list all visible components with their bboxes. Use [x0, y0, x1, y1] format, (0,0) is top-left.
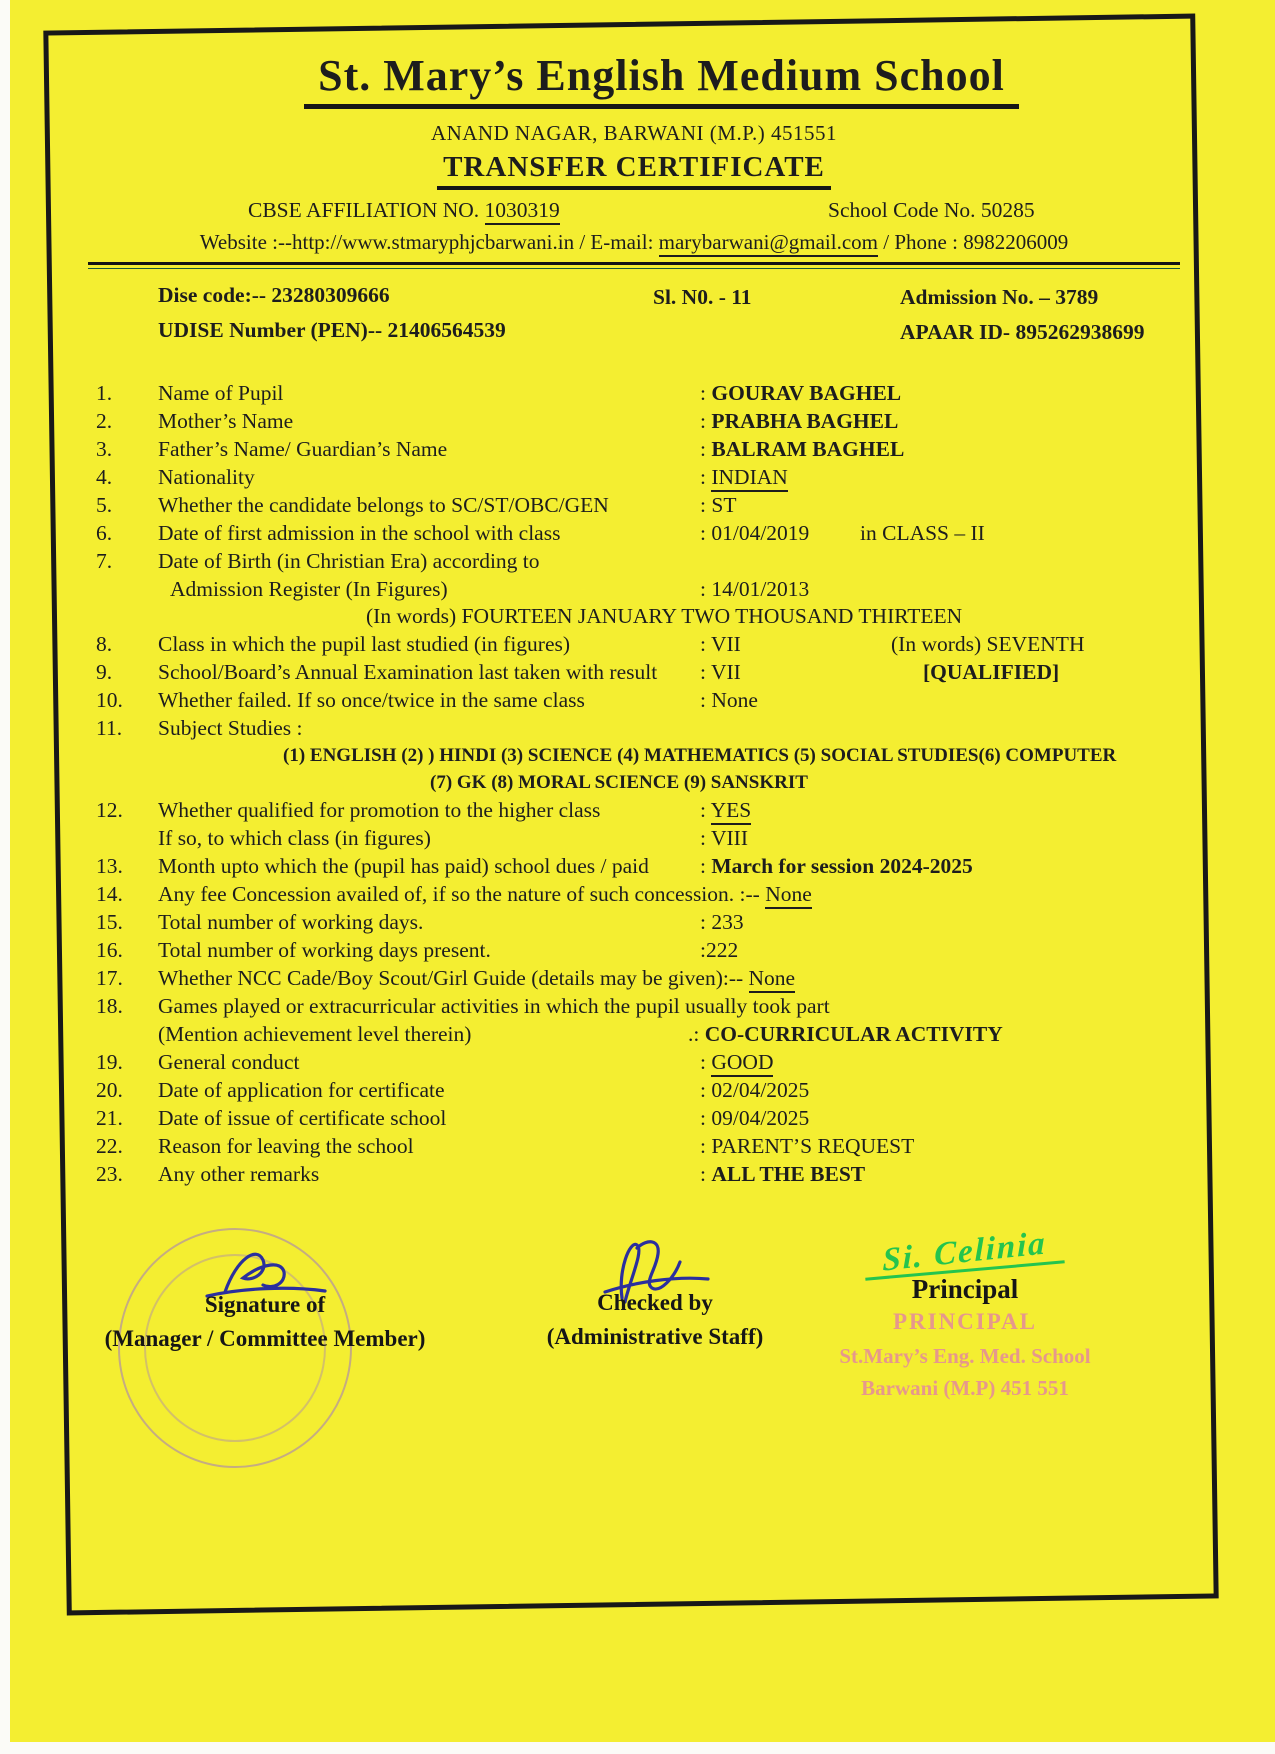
double-rule: [88, 262, 1180, 269]
value-text: 233: [711, 910, 744, 934]
value-text: 09/04/2025: [711, 1106, 810, 1130]
certificate-row: [88, 519, 1180, 547]
value-prefix: :: [700, 409, 712, 433]
admission-number: Admission No. – 3789: [900, 285, 1099, 309]
row-label: If so, to which class (in figures): [158, 826, 431, 850]
row-line: [158, 880, 1180, 908]
row-line: [158, 379, 1180, 407]
stamp-city: Barwani (M.P) 451 551: [861, 1376, 1069, 1400]
row-lines: [158, 686, 1180, 714]
row-label: Admission Register (In Figures): [170, 577, 448, 601]
row-value: [700, 407, 898, 435]
certificate-row: [88, 1160, 1180, 1188]
row-line: [158, 796, 1180, 824]
principal-signature-block: [785, 1225, 1145, 1401]
row-label: Reason for leaving the school: [158, 1134, 414, 1158]
dise-code: Dise code:-- 23280309666: [158, 283, 390, 307]
meta-block: [88, 283, 1180, 359]
certificate-row: [88, 992, 1180, 1048]
row-lines: [158, 936, 1180, 964]
row-lines: [158, 435, 1180, 463]
row-subline: (In words) FOURTEEN JANUARY TWO THOUSAND THIRTEEN: [366, 604, 963, 628]
certificate-row: [88, 407, 1180, 435]
value-prefix: :: [700, 381, 712, 405]
row-label: Month upto which the (pupil has paid) school dues / paid: [158, 854, 649, 878]
row-number: 15.: [96, 910, 123, 934]
row-number: 16.: [96, 938, 123, 962]
certificate-row: [88, 796, 1180, 852]
row-line: [158, 630, 1180, 658]
school-code: School Code No. 50285: [828, 198, 1035, 222]
row-extra: [QUALIFIED]: [923, 660, 1060, 684]
certificate-row: [88, 463, 1180, 491]
row-number: 18.: [96, 994, 123, 1018]
row-label: Whether the candidate belongs to SC/ST/OBC/GEN: [158, 493, 609, 517]
value-prefix: :: [700, 632, 711, 656]
certificate-row: [88, 658, 1180, 686]
row-line: [158, 714, 1180, 742]
value-text: GOOD: [711, 1050, 773, 1077]
separator: /: [878, 230, 895, 254]
row-label: Whether qualified for promotion to the higher class: [158, 798, 601, 822]
row-number: 1.: [96, 381, 113, 405]
row-line: [158, 824, 1180, 852]
row-lines: [158, 1076, 1180, 1104]
row-extra: in CLASS – II: [860, 521, 985, 545]
value-prefix: :: [700, 465, 712, 489]
row-number: 8.: [96, 632, 113, 656]
row-number: 19.: [96, 1050, 123, 1074]
document-title: TRANSFER CERTIFICATE: [437, 151, 831, 190]
row-lines: [158, 379, 1180, 407]
row-lines: [158, 908, 1180, 936]
value-text: None: [749, 966, 796, 993]
row-number: 10.: [96, 688, 123, 712]
apaar-id: APAAR ID- 895262938699: [900, 320, 1145, 344]
website-label: Website :--: [199, 230, 292, 254]
value-text: VII: [710, 660, 741, 684]
row-lines: [158, 463, 1180, 491]
row-number: 7.: [96, 549, 113, 573]
row-number: 13.: [96, 854, 123, 878]
stamp-title: PRINCIPAL: [892, 1309, 1038, 1334]
value-prefix: :: [700, 910, 712, 934]
row-subline: (7) GK (8) MORAL SCIENCE (9) SANSKRIT: [430, 772, 808, 793]
value-text: BALRAM BAGHEL: [711, 437, 905, 461]
row-line: [158, 463, 1180, 491]
certificate-rows: [88, 379, 1180, 1188]
value-prefix: :: [700, 1162, 712, 1186]
cbse-affiliation: [248, 198, 560, 223]
principal-caption: Principal: [911, 1274, 1019, 1304]
row-line: [158, 407, 1180, 435]
row-line: [158, 686, 1180, 714]
row-number: 22.: [96, 1134, 123, 1158]
value-text: None: [765, 882, 812, 909]
row-extra: (In words) SEVENTH: [891, 632, 1085, 656]
certificate-row: [88, 379, 1180, 407]
row-label: Name of Pupil: [158, 381, 284, 405]
row-line: [158, 1020, 1180, 1048]
row-value: [700, 852, 973, 880]
row-value: [700, 575, 809, 603]
row-label: Class in which the pupil last studied (in figures): [158, 632, 571, 656]
row-label: Any other remarks: [158, 1162, 320, 1186]
value-text: 222: [705, 938, 739, 962]
row-line: [158, 1160, 1180, 1188]
row-label: Total number of working days.: [158, 910, 424, 934]
value-prefix: :: [700, 826, 711, 850]
phone-number: Phone : 8982206009: [894, 230, 1069, 254]
certificate-row: [88, 964, 1180, 992]
affiliation-number: 1030319: [485, 198, 560, 225]
row-lines: [158, 992, 1180, 1048]
row-line: [158, 575, 1180, 603]
row-label: General conduct: [158, 1050, 300, 1074]
row-line: [158, 491, 1180, 519]
row-lines: [158, 964, 1180, 992]
row-lines: [158, 1160, 1180, 1188]
row-lines: [158, 714, 1180, 796]
row-lines: [158, 630, 1180, 658]
certificate-row: [88, 1104, 1180, 1132]
row-line: [158, 1132, 1180, 1160]
row-value: [700, 1104, 809, 1132]
affiliation-line: [88, 198, 1180, 228]
serial-number: Sl. N0. - 11: [653, 285, 752, 309]
row-line: [158, 658, 1180, 686]
row-value: [700, 463, 788, 491]
value-text: ALL THE BEST: [711, 1162, 866, 1186]
school-address: ANAND NAGAR, BARWANI (M.P.) 451551: [430, 121, 838, 145]
row-value: [688, 1020, 1003, 1048]
certificate-row: [88, 1132, 1180, 1160]
certificate-content: [88, 38, 1180, 1188]
row-value: [700, 658, 741, 686]
row-value: [700, 1132, 914, 1160]
row-lines: [158, 1132, 1180, 1160]
value-text: VII: [710, 632, 741, 656]
certificate-row: [88, 908, 1180, 936]
row-label: Date of application for certificate: [158, 1078, 445, 1102]
certificate-row: [88, 630, 1180, 658]
row-label: Nationality: [158, 465, 255, 489]
value-prefix: :: [700, 1078, 712, 1102]
row-lines: [158, 519, 1180, 547]
row-number: 3.: [96, 437, 113, 461]
row-label: Any fee Concession availed of, if so the nature of such concession. :--: [158, 882, 766, 906]
row-number: 14.: [96, 882, 123, 906]
row-value: [700, 796, 751, 824]
row-value: [700, 630, 741, 658]
manager-caption: Signature of: [204, 1292, 326, 1317]
email-label: E-mail:: [590, 230, 659, 254]
row-number: 21.: [96, 1106, 123, 1130]
row-value: [700, 1076, 809, 1104]
row-lines: [158, 796, 1180, 852]
certificate-row: [88, 435, 1180, 463]
value-text: PRABHA BAGHEL: [711, 409, 899, 433]
row-lines: [158, 880, 1180, 908]
row-value: [700, 1160, 865, 1188]
row-label: Whether NCC Cade/Boy Scout/Girl Guide (details may be given):--: [158, 966, 749, 990]
value-prefix: .:: [688, 1022, 705, 1046]
row-line: [158, 852, 1180, 880]
value-text: 02/04/2025: [711, 1078, 810, 1102]
certificate-row: [88, 547, 1180, 630]
school-name: St. Mary’s English Medium School: [304, 50, 1019, 109]
row-number: 17.: [96, 966, 123, 990]
row-lines: [158, 407, 1180, 435]
checker-signature-block: [505, 1290, 805, 1350]
value-text: 14/01/2013: [711, 577, 810, 601]
row-number: 6.: [96, 521, 113, 545]
row-label: (Mention achievement level therein): [158, 1022, 472, 1046]
value-text: PARENT’S REQUEST: [711, 1134, 915, 1158]
row-lines: [158, 658, 1180, 686]
row-label: Date of Birth (in Christian Era) according to: [158, 549, 540, 573]
row-line: [158, 547, 1180, 575]
value-text: None: [711, 688, 758, 712]
row-line: [158, 519, 1180, 547]
row-lines: [158, 852, 1180, 880]
row-number: 5.: [96, 493, 113, 517]
row-value: [700, 908, 744, 936]
row-lines: [158, 1048, 1180, 1076]
row-value: [700, 936, 738, 964]
certificate-row: [88, 1076, 1180, 1104]
principal-signature-script: Si. Celinia: [882, 1225, 1048, 1279]
row-label: Mother’s Name: [158, 409, 294, 433]
value-prefix: :: [700, 1106, 712, 1130]
row-subline: (1) ENGLISH (2) ) HINDI (3) SCIENCE (4) MATHEMATICS (5) SOCIAL STUDIES(6) COMPUTER: [283, 745, 1117, 766]
certificate-row: [88, 852, 1180, 880]
certificate-row: [88, 714, 1180, 796]
checker-caption: Checked by: [597, 1290, 713, 1315]
value-text: INDIAN: [711, 465, 787, 492]
value-prefix: :: [700, 1050, 712, 1074]
row-lines: [158, 491, 1180, 519]
row-value: [749, 966, 796, 993]
row-label: Games played or extracurricular activities in which the pupil usually took part: [158, 994, 830, 1018]
row-label: Total number of working days present.: [158, 938, 491, 962]
value-prefix: :: [700, 688, 712, 712]
udise-number: UDISE Number (PEN)-- 21406564539: [158, 318, 506, 342]
value-text: March for session 2024-2025: [711, 854, 973, 878]
stamp-school: St.Mary’s Eng. Med. School: [839, 1344, 1091, 1368]
value-text: CO-CURRICULAR ACTIVITY: [704, 1022, 1003, 1046]
certificate-row: [88, 686, 1180, 714]
row-number: 4.: [96, 465, 113, 489]
value-prefix: :: [700, 1134, 712, 1158]
row-line: [158, 908, 1180, 936]
row-number: 20.: [96, 1078, 123, 1102]
value-prefix: :: [700, 660, 711, 684]
manager-role: (Manager / Committee Member): [104, 1326, 426, 1351]
row-value: [700, 824, 748, 852]
value-text: YES: [711, 798, 752, 825]
row-label: School/Board’s Annual Examination last taken with result: [158, 660, 658, 684]
row-number: 9.: [96, 660, 113, 684]
row-label: Date of issue of certificate school: [158, 1106, 447, 1130]
row-number: 2.: [96, 409, 113, 433]
value-text: 01/04/2019: [711, 521, 810, 545]
row-value: [700, 1048, 773, 1076]
row-line: [158, 992, 1180, 1020]
certificate-row: [88, 1048, 1180, 1076]
row-label: Whether failed. If so once/twice in the same class: [158, 688, 585, 712]
row-lines: [158, 1104, 1180, 1132]
value-prefix: :: [700, 437, 712, 461]
certificate-row: [88, 936, 1180, 964]
row-value: [700, 491, 736, 519]
certificate-row: [88, 491, 1180, 519]
row-line: [158, 1076, 1180, 1104]
row-value: [700, 686, 758, 714]
separator: /: [574, 230, 591, 254]
certificate-row: [88, 880, 1180, 908]
row-line: [158, 936, 1180, 964]
affiliation-label: CBSE AFFILIATION NO.: [248, 198, 485, 222]
value-text: ST: [711, 493, 737, 517]
value-prefix: :: [700, 577, 712, 601]
contact-line: [88, 230, 1180, 255]
row-value: [765, 882, 812, 909]
row-label: Father’s Name/ Guardian’s Name: [158, 437, 448, 461]
row-number: 11.: [96, 716, 123, 740]
principal-stamp: [785, 1309, 1145, 1401]
row-label: Date of first admission in the school with class: [158, 521, 561, 545]
value-prefix: :: [700, 854, 712, 878]
row-line: [158, 964, 1180, 992]
row-number: 12.: [96, 798, 123, 822]
row-lines: [158, 547, 1180, 630]
checker-role: (Administrative Staff): [546, 1324, 764, 1349]
row-number: 23.: [96, 1162, 123, 1186]
value-text: GOURAV BAGHEL: [711, 381, 902, 405]
value-prefix: :: [700, 938, 706, 962]
email-address: marybarwani@gmail.com: [659, 230, 878, 257]
row-line: [158, 1104, 1180, 1132]
row-line: [158, 435, 1180, 463]
value-text: VIII: [710, 826, 748, 850]
value-prefix: :: [700, 493, 712, 517]
value-prefix: :: [700, 798, 711, 822]
row-value: [700, 519, 809, 547]
row-label: Subject Studies :: [158, 716, 303, 740]
website-url: http://www.stmaryphjcbarwani.in: [291, 230, 575, 254]
row-value: [700, 435, 904, 463]
value-prefix: :: [700, 521, 712, 545]
row-value: [700, 379, 901, 407]
row-line: [158, 1048, 1180, 1076]
